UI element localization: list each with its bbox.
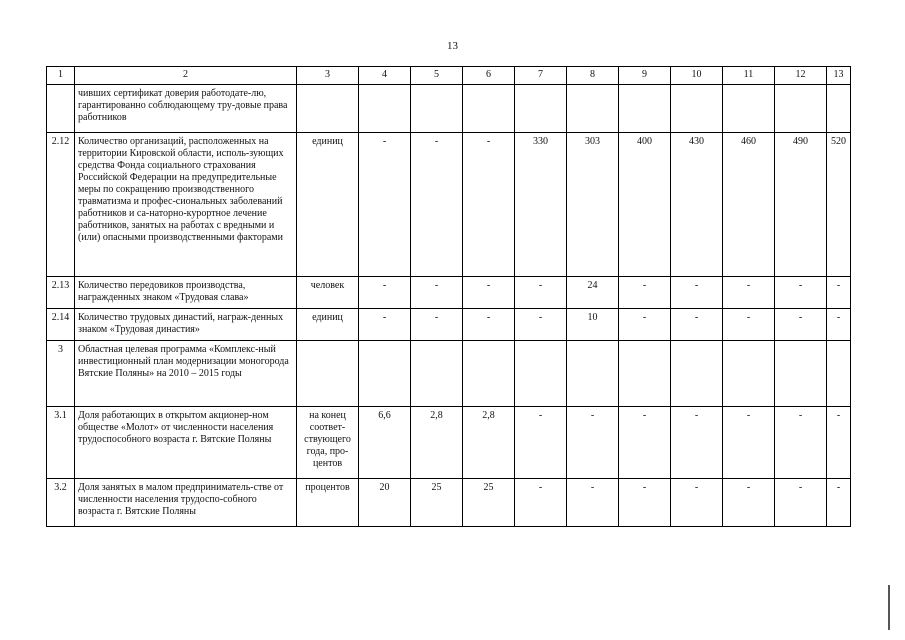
row-number: 3.1 [47,407,75,479]
unit-cell: процентов [297,479,359,527]
indicator-description: чивших сертификат доверия работодате-лю, гарантированно соблюдающему тру-довые права работников [75,85,297,133]
value-cell: 25 [411,479,463,527]
column-header: 13 [827,67,851,85]
value-cell: - [827,277,851,309]
value-cell: - [723,407,775,479]
row-number: 2.12 [47,133,75,277]
value-cell [411,341,463,407]
value-cell: - [567,479,619,527]
value-cell: - [723,479,775,527]
value-cell [359,341,411,407]
value-cell [567,341,619,407]
value-cell: 25 [463,479,515,527]
value-cell: - [671,479,723,527]
value-cell: - [463,133,515,277]
unit-cell: человек [297,277,359,309]
value-cell [619,341,671,407]
table-row [47,341,851,407]
value-cell: 10 [567,309,619,341]
value-cell: - [567,407,619,479]
value-cell: 330 [515,133,567,277]
value-cell: - [723,277,775,309]
value-cell: - [671,407,723,479]
value-cell: 2,8 [411,407,463,479]
value-cell [567,85,619,133]
indicators-table [46,66,851,527]
value-cell: 20 [359,479,411,527]
table-row [47,407,851,479]
column-header: 6 [463,67,515,85]
value-cell: - [411,309,463,341]
unit-cell: единиц [297,133,359,277]
table-header [47,67,851,85]
value-cell [619,85,671,133]
table-row [47,479,851,527]
value-cell [827,341,851,407]
value-cell: - [671,277,723,309]
unit-cell [297,85,359,133]
column-header: 11 [723,67,775,85]
value-cell: - [827,407,851,479]
indicator-description: Количество передовиков производства, награжденных знаком «Трудовая слава» [75,277,297,309]
value-cell: - [515,407,567,479]
value-cell: - [463,277,515,309]
value-cell: - [619,479,671,527]
value-cell [723,85,775,133]
value-cell: - [775,407,827,479]
column-header: 5 [411,67,463,85]
table-row [47,277,851,309]
indicator-description: Доля работающих в открытом акционер-ном обществе «Молот» от численности населения трудоспособного возраста г. Вятские Поляны [75,407,297,479]
unit-cell: на конец соответ-ствующего года, про-центов [297,407,359,479]
value-cell: - [775,479,827,527]
row-number: 3.2 [47,479,75,527]
value-cell: - [723,309,775,341]
table-body [47,85,851,527]
value-cell: - [515,309,567,341]
row-number: 2.14 [47,309,75,341]
row-number [47,85,75,133]
value-cell: - [619,277,671,309]
value-cell: 520 [827,133,851,277]
value-cell [515,341,567,407]
value-cell: - [463,309,515,341]
column-header: 8 [567,67,619,85]
indicator-description: Областная целевая программа «Комплекс-ный инвестиционный план модернизации моногорода Вятские Поляны» на 2010 – 2015 годы [75,341,297,407]
value-cell [775,85,827,133]
unit-cell [297,341,359,407]
value-cell: - [775,309,827,341]
table-row [47,309,851,341]
value-cell: - [359,133,411,277]
page-number: 13 [447,40,458,52]
column-header: 12 [775,67,827,85]
indicator-description: Количество организаций, расположенных на территории Кировской области, исполь-зующих средства Фонда социального страхования Российской Федерации на предупредительные меры по сокращению производственного травматизма и профес-сиональных заболеваний работников и са-наторно-курортное лечение работников, занятых на работах с вредными и (или) опасными производственными факторами [75,133,297,277]
value-cell: - [359,277,411,309]
value-cell: - [671,309,723,341]
value-cell [359,85,411,133]
value-cell: - [827,309,851,341]
value-cell: 400 [619,133,671,277]
value-cell: 2,8 [463,407,515,479]
value-cell [463,341,515,407]
value-cell: - [515,277,567,309]
value-cell [827,85,851,133]
column-header: 3 [297,67,359,85]
value-cell [411,85,463,133]
table-row [47,85,851,133]
column-header: 9 [619,67,671,85]
value-cell: - [619,407,671,479]
column-header: 2 [75,67,297,85]
value-cell: - [515,479,567,527]
value-cell: - [359,309,411,341]
value-cell: 6,6 [359,407,411,479]
value-cell: - [411,277,463,309]
value-cell [775,341,827,407]
column-header: 1 [47,67,75,85]
value-cell [671,85,723,133]
indicator-description: Доля занятых в малом предприниматель-стве от численности населения трудоспо-собного возраста г. Вятские Поляны [75,479,297,527]
table-row [47,133,851,277]
value-cell [463,85,515,133]
value-cell: - [775,277,827,309]
value-cell: 430 [671,133,723,277]
value-cell: - [827,479,851,527]
value-cell: 460 [723,133,775,277]
value-cell: - [411,133,463,277]
value-cell [723,341,775,407]
value-cell: 490 [775,133,827,277]
column-header: 7 [515,67,567,85]
column-header: 4 [359,67,411,85]
value-cell [515,85,567,133]
indicator-description: Количество трудовых династий, награж-денных знаком «Трудовая династия» [75,309,297,341]
value-cell: 24 [567,277,619,309]
value-cell: 303 [567,133,619,277]
value-cell [671,341,723,407]
value-cell: - [619,309,671,341]
unit-cell: единиц [297,309,359,341]
column-header: 10 [671,67,723,85]
scan-edge-mark [888,585,890,630]
row-number: 3 [47,341,75,407]
row-number: 2.13 [47,277,75,309]
